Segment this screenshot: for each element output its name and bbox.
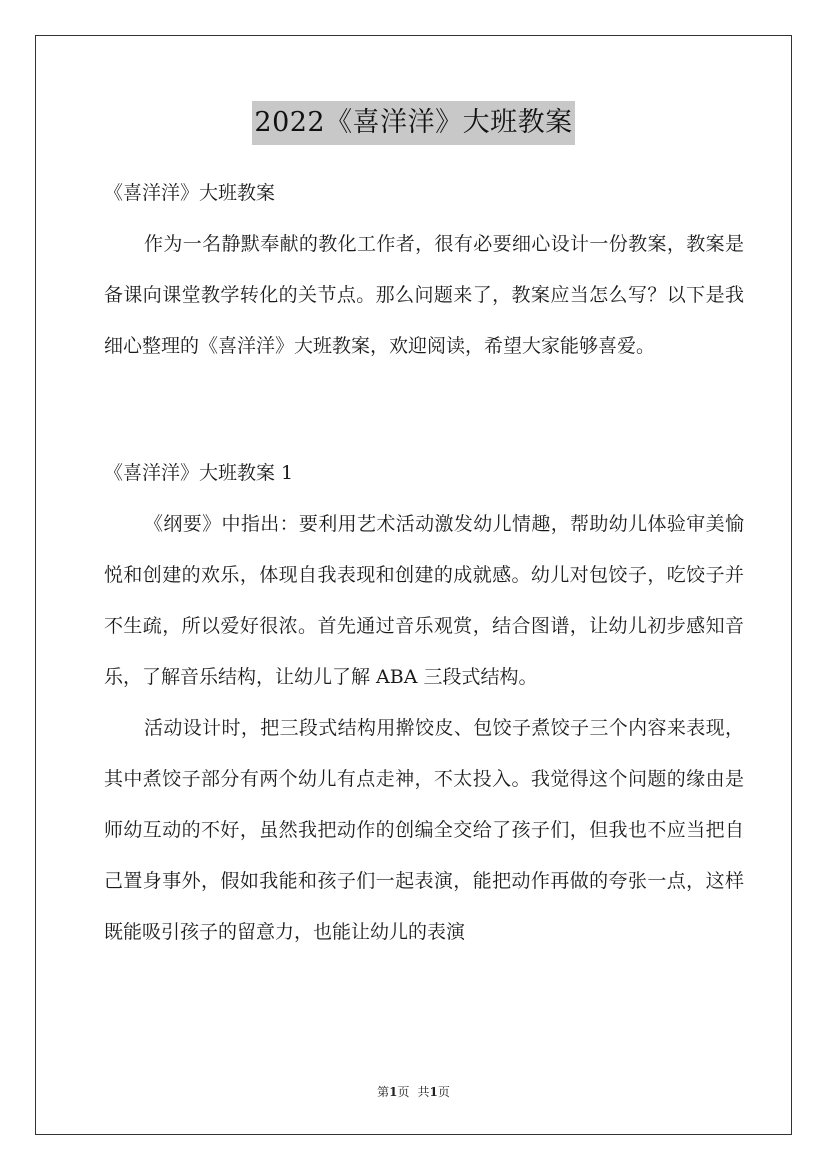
page-prefix: 第	[377, 1085, 390, 1099]
paragraph: 《纲要》中指出：要利用艺术活动激发幼儿情趣，帮助幼儿体验审美愉悦和创建的欢乐，体现自我表现和创建的成就感。幼儿对包饺子，吃饺子并不生疏，所以爱好很浓。首先通过音乐观赏，结合图谱，让幼儿初步感知音乐，了解音乐结构，让幼儿了解 ABA 三段式结构。	[104, 513, 744, 688]
total-suffix: 页	[437, 1085, 450, 1099]
page-number: 1	[389, 1085, 398, 1099]
page-footer	[0, 1082, 827, 1102]
document-body	[104, 168, 744, 958]
total-prefix: 共	[417, 1085, 430, 1099]
paragraph: 作为一名静默奉献的教化工作者，很有必要细心设计一份教案，教案是备课向课堂教学转化的关节点。那么问题来了，教案应当怎么写？以下是我细心整理的《喜洋洋》大班教案，欢迎阅读，希望大家能够喜爱。	[104, 233, 744, 357]
page-suffix: 页	[397, 1085, 410, 1099]
title-container	[0, 101, 827, 145]
document-title: 2022《喜洋洋》大班教案	[252, 101, 574, 145]
section-heading: 《喜洋洋》大班教案	[104, 182, 276, 204]
spacer	[104, 423, 744, 448]
section-heading: 《喜洋洋》大班教案 1	[104, 462, 294, 484]
page-total: 1	[429, 1085, 438, 1099]
spacer	[104, 372, 744, 423]
paragraph: 活动设计时，把三段式结构用擀饺皮、包饺子煮饺子三个内容来表现，其中煮饺子部分有两个幼儿有点走神，不太投入。我觉得这个问题的缘由是师幼互动的不好，虽然我把动作的创编全交给了孩子们，但我也不应当把自己置身事外，假如我能和孩子们一起表演，能把动作再做的夸张一点，这样既能吸引孩子的留意力，也能让幼儿的表演	[104, 717, 744, 943]
